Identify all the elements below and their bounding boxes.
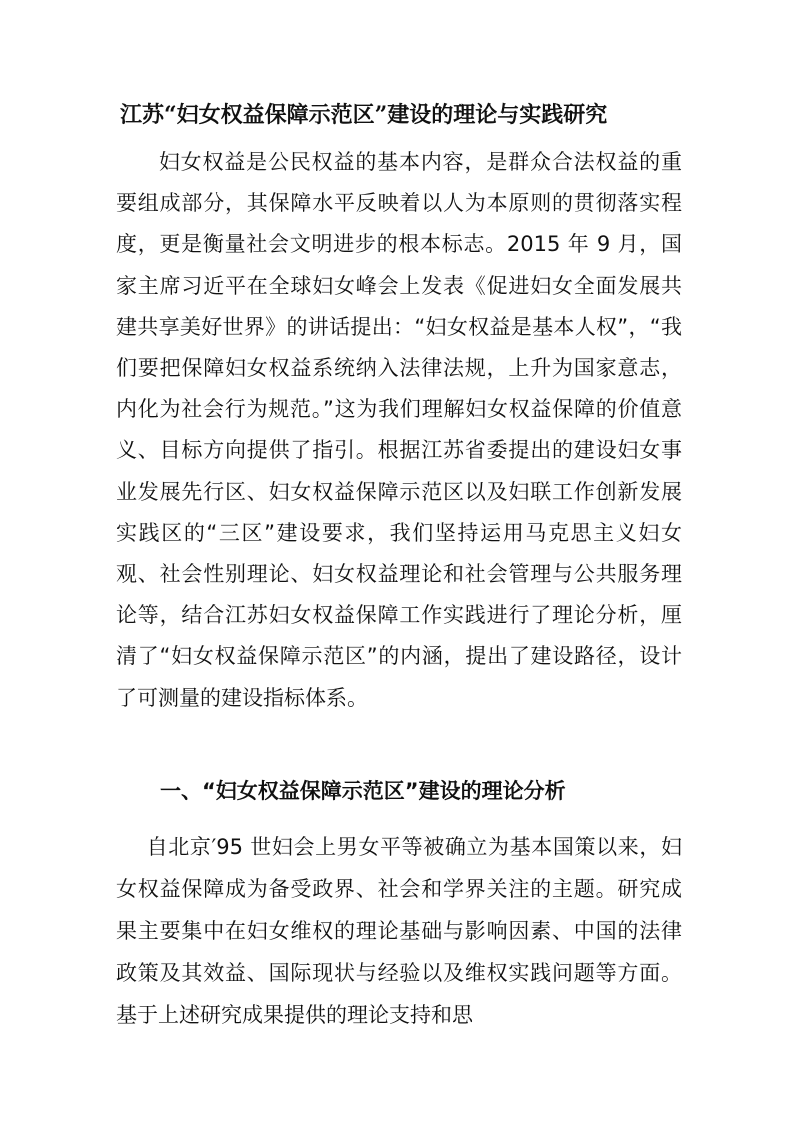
section-heading: 一、“妇女权益保障示范区”建设的理论分析 (160, 779, 566, 803)
intro-paragraph-block (116, 142, 682, 719)
section-paragraph: 自北京′95 世妇会上男女平等被确立为基本国策以来，妇女权益保障成为备受政界、社会和学界关注的主题。研究成果主要集中在妇女维权的理论基础与影响因素、中国的法律政策及其效益、国际现状与经验以及维权实践问题等方面。基于上述研究成果提供的理论支持和思 (116, 835, 682, 1027)
intro-paragraph: 妇女权益是公民权益的基本内容，是群众合法权益的重要组成部分，其保障水平反映着以人为本原则的贯彻落实程度，更是衡量社会文明进步的根本标志。2015 年 9 月，国家主席习近平在全球妇女峰会上发表《促进妇女全面发展共建共享美好世界》的讲话提出：“妇女权益是基本人权”，“我们要把保障妇女权益系统纳入法律法规，上升为国家意志，内化为社会行为规范。”这为我们理解妇女权益保障的价值意义、目标方向提供了指引。根据江苏省委提出的建设妇女事业发展先行区、妇女权益保障示范区以及妇联工作创新发展实践区的“三区”建设要求，我们坚持运用马克思主义妇女观、社会性别理论、妇女权益理论和社会管理与公共服务理论等，结合江苏妇女权益保障工作实践进行了理论分析，厘清了“妇女权益保障示范区”的内涵，提出了建设路径，设计了可测量的建设指标体系。 (116, 150, 682, 710)
section-paragraph-block (116, 826, 682, 1036)
document-title: 江苏“妇女权益保障示范区”建设的理论与实践研究 (120, 102, 608, 128)
